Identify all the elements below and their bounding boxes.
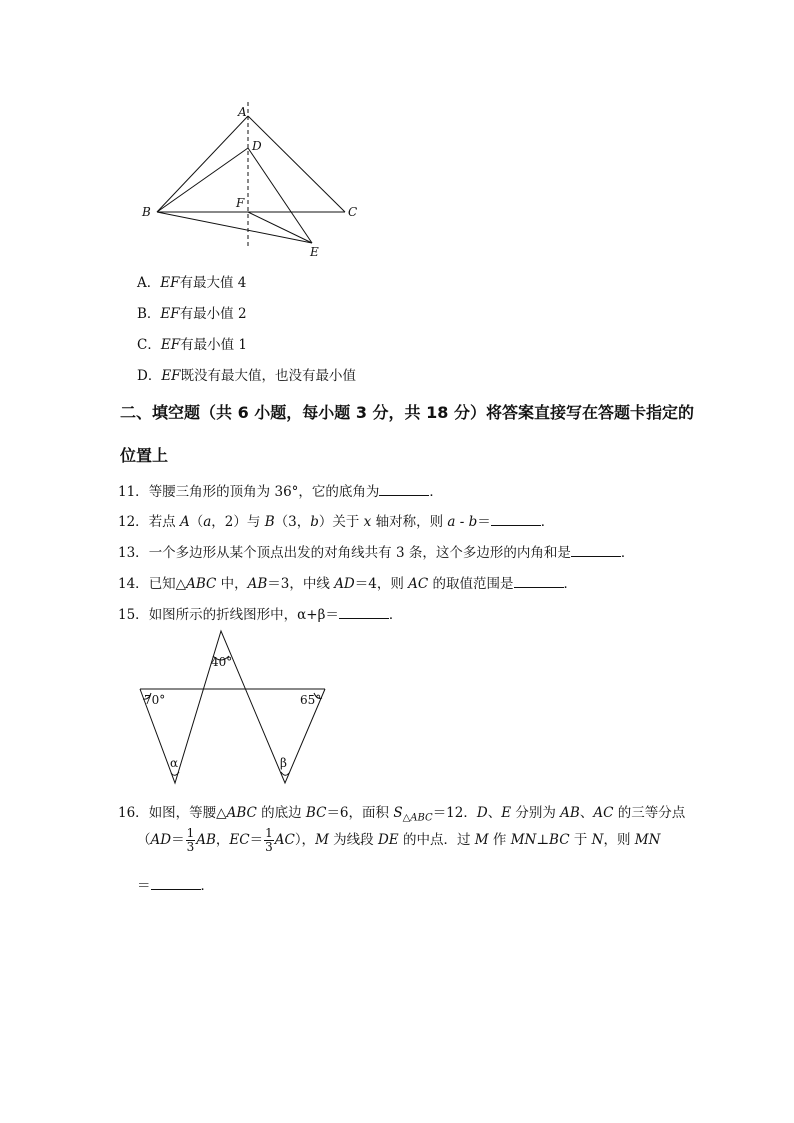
- angle-40-label: 40°: [211, 655, 233, 669]
- answer-blank[interactable]: [379, 483, 429, 496]
- option-d: D．EF既没有最大值，也没有最小值: [137, 368, 357, 384]
- question-16-line1: 16．如图，等腰△ABC 的底边 BC＝6，面积 $S_{\triangle ABC}=12$．D、E 分别为 AB、AC 的三等分点: [118, 805, 686, 824]
- segment-bd: [157, 148, 248, 212]
- label-f: F: [236, 196, 245, 210]
- label-b: B: [142, 205, 151, 219]
- angle-beta-label: β: [280, 756, 287, 770]
- answer-blank[interactable]: [571, 544, 621, 557]
- label-d: D: [252, 139, 262, 153]
- fraction-one-third: $\frac{1}{3}$: [265, 826, 273, 854]
- question-14: 14．已知△ABC 中，AB＝3，中线 AD＝4，则 AC 的取值范围是 ．: [118, 576, 578, 592]
- answer-blank[interactable]: [151, 877, 201, 890]
- segment-be: [157, 212, 312, 243]
- question-16-line3: ＝ ．: [137, 878, 214, 894]
- section-heading-line2: 位置上: [120, 446, 169, 465]
- fraction-one-third: $\frac{1}{3}$: [186, 826, 195, 854]
- angle-alpha-label: α: [170, 756, 179, 770]
- option-a: A．EF有最大值 4: [137, 275, 247, 291]
- zigzag-line: [140, 631, 325, 783]
- answer-blank[interactable]: [339, 606, 389, 619]
- angle-70-label: 70°: [144, 693, 166, 707]
- arc-beta: [281, 772, 289, 775]
- angle-65-label: 65°: [300, 693, 322, 707]
- question-11: 11．等腰三角形的顶角为 36°，它的底角为 ．: [118, 484, 443, 500]
- answer-blank[interactable]: [514, 575, 564, 588]
- zigzag-figure: [130, 626, 340, 791]
- segment-ac: [248, 116, 345, 212]
- segment-ab: [157, 116, 248, 212]
- answer-blank[interactable]: [491, 513, 541, 526]
- section-heading-line1: 二、填空题（共 6 小题，每小题 3 分，共 18 分）将答案直接写在答题卡指定的: [120, 403, 694, 422]
- question-15: 15．如图所示的折线图形中，α+β＝ ．: [118, 607, 403, 623]
- question-13: 13．一个多边形从某个顶点出发的对角线共有 3 条，这个多边形的内角和是 ．: [118, 545, 635, 561]
- segment-fe: [248, 212, 312, 243]
- triangle-figure: [130, 98, 370, 263]
- label-a: A: [238, 105, 247, 119]
- segment-de: [248, 148, 312, 243]
- question-12: 12．若点 A（a，2）与 B（3，b）关于 x 轴对称，则 a - b＝ ．: [118, 514, 555, 530]
- label-c: C: [348, 205, 358, 219]
- question-16-line2: （AD＝ $\frac{1}{3}$ AB，EC＝ $\frac{1}{3}$ AC），M 为线段 DE 的中点．过 M 作 MN⊥BC 于 N，则 MN: [137, 826, 661, 854]
- option-c: C．EF有最小值 1: [137, 337, 247, 353]
- label-e: E: [310, 245, 319, 259]
- option-b: B．EF有最小值 2: [137, 306, 247, 322]
